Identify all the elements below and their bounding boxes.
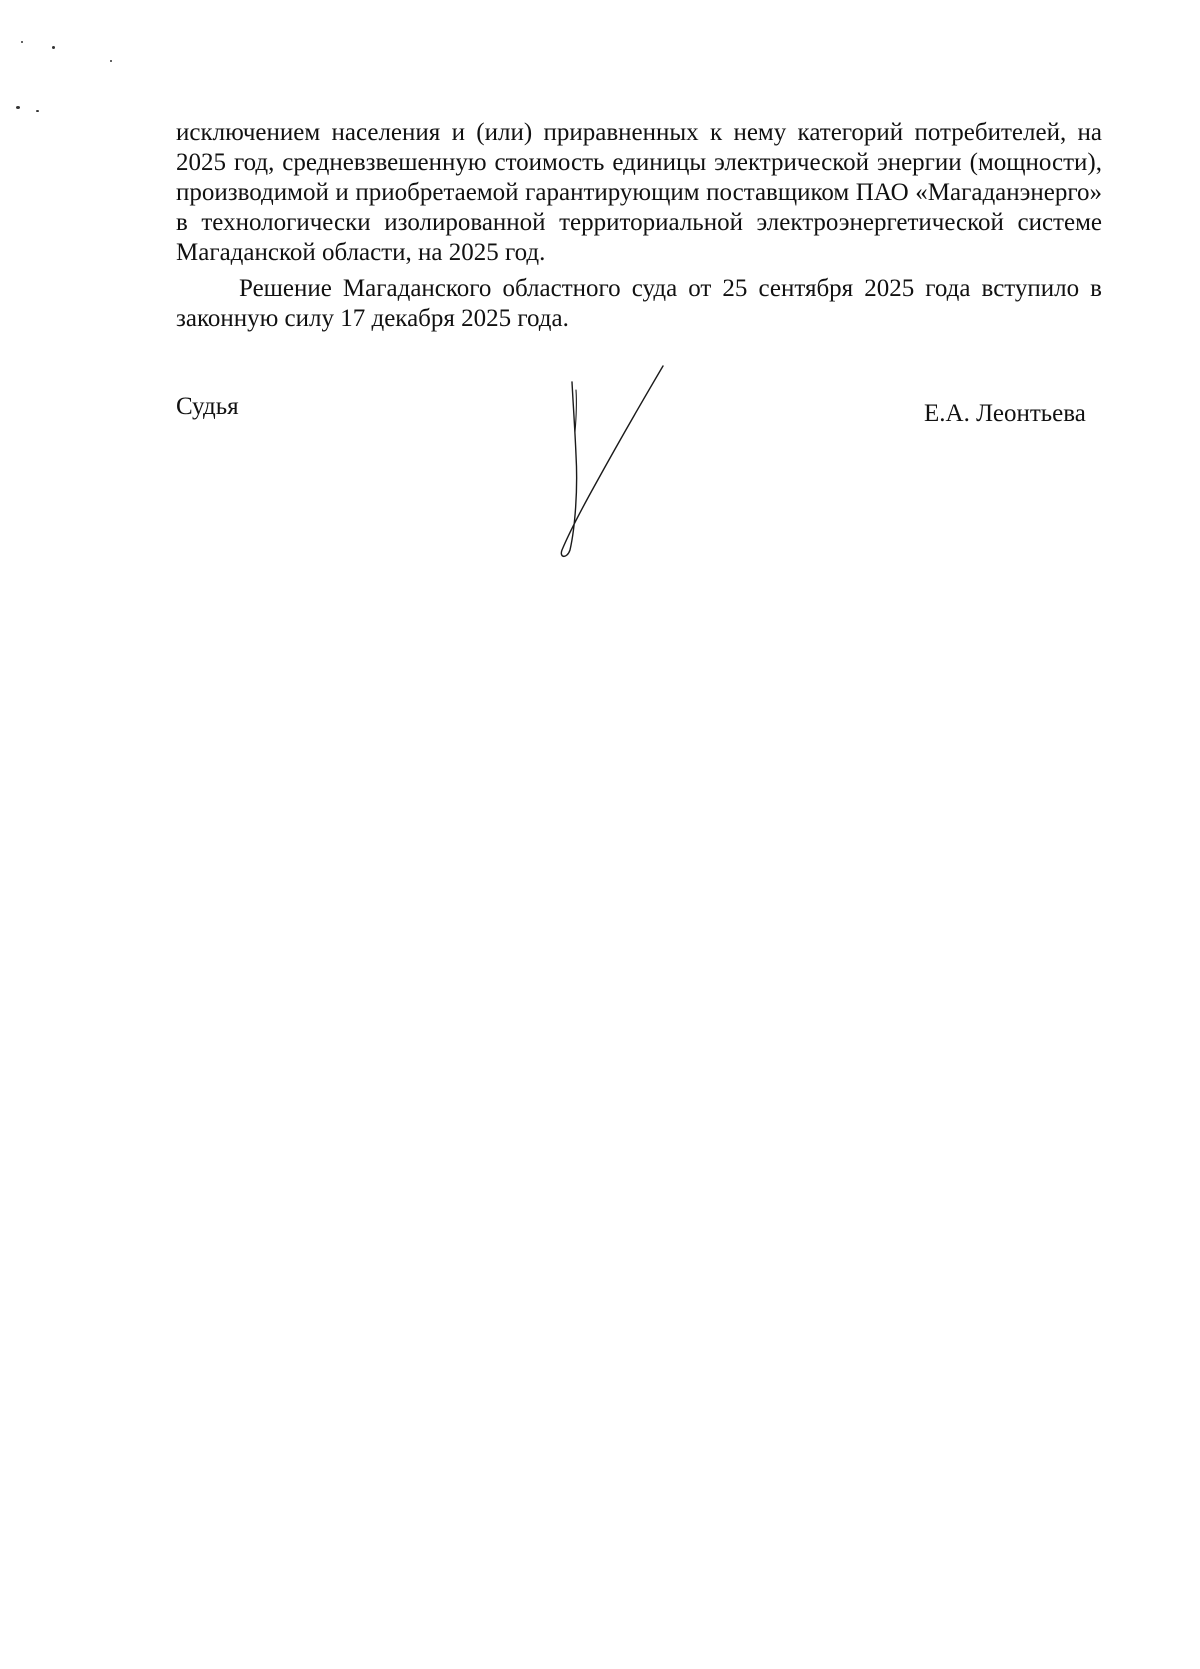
scan-speck	[21, 41, 23, 43]
scan-speck	[52, 46, 55, 49]
judge-title: Судья	[176, 393, 239, 420]
judge-name: Е.А. Леонтьева	[924, 400, 1086, 427]
handwritten-signature	[545, 360, 675, 560]
scan-speck	[16, 106, 20, 109]
paragraph-decision-effective: Решение Магаданского областного суда от 25 сентября 2025 года вступило в законную силу 17 декабря 2025 года.	[176, 275, 1102, 332]
paragraph-continuation: исключением населения и (или) приравненных к нему категорий потребителей, на 2025 год, средневзвешенную стоимость единицы электрической энергии (мощности), производимой и приобретаемой гарантирующим поставщиком ПАО «Магаданэнерго» в технологически изолированной территориальной электроэнергетической системе Магаданской области, на 2025 год.	[176, 119, 1102, 266]
scan-speck	[36, 110, 39, 112]
document-body	[176, 118, 1102, 334]
scan-speck	[110, 60, 112, 62]
